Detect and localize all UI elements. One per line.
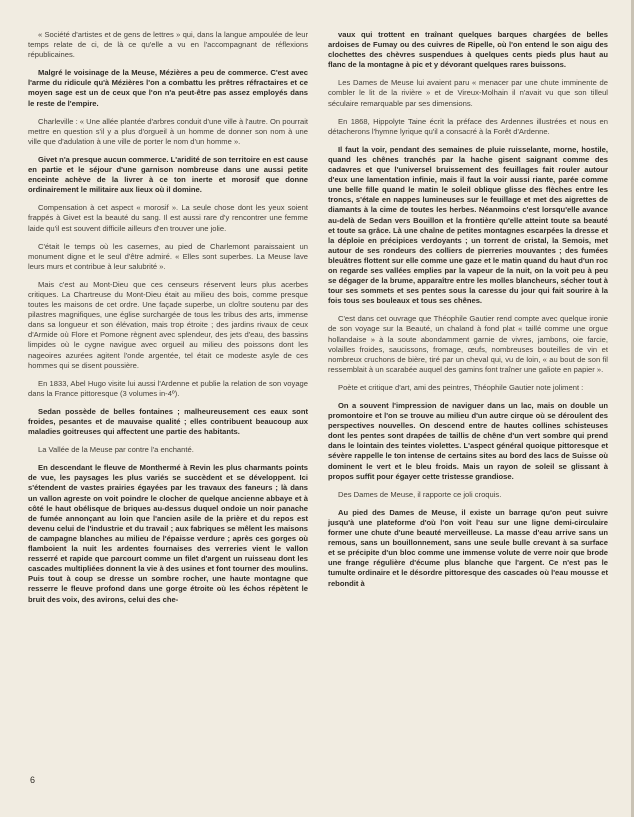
paragraph: Malgré le voisinage de la Meuse, Mézières a peu de commerce. C'est avec l'arme du ridicule qu'à Mézières l'on a combattu les prêtres réfractaires et ce moyen sage est un de ceux que l'on n'a peut-être pas assez employés dans le reste de l'empire. — [28, 68, 308, 108]
paragraph: La Vallée de la Meuse par contre l'a enchanté. — [38, 445, 194, 455]
paragraph: Il faut la voir, pendant des semaines de pluie ruisselante, morne, hostile, quand les chênes tranchés par la hache gisent saignant comme des cadavres et que l'universel bruissement des feuillages fait rouler autour d'eux une lamentation infinie, mais il faut la voir aussi riante, parée comme une belle fille quand le matin le soleil oblique glisse des flèches entre les troncs, s'étale en nappes lumineuses sur le feuillage et met des aigrettes de diamants à la cime de toutes les herbes. Néanmoins c'est lorsqu'elle avance au-delà de Sedan vers Bouillon et la frontière qu'elle atteint toute sa beauté et toute sa grâce. Là une chaîne de petites montagnes escarpées la dresse et la déploie en précipices verdoyants ; un torrent de cristal, la Semois, met autour de ses rondeurs des colliers de pierreries mouvantes ; des fumées bleuâtres flottent sur elle comme une gaze et le matin quand du haut d'un roc on regarde ses vallées emplies par la vapeur de la nuit, on la voit peu à peu se dégager de la brume, apparaître entre les molles blancheurs, sécher tout à tour ses sommets et ses pentes sous la caresse du jour qui fait sourire à la fois tous ses bouleaux et tous ses chênes. — [328, 144, 608, 306]
paragraph: Mais c'est au Mont-Dieu que ces censeurs réservent leurs plus acerbes critiques. La Chartreuse du Mont-Dieu était au milieu des bois, comme presque toutes les maisons de cet ordre. Une façade superbe, un cloître soutenu par des pilastres magnifiques, une église surchargée de tous les tribus des arts, immense dans sa longueur et son élévation, mais trop étroite ; des jardins rivaux de ceux d'Armide où Flore et Pomone règnent avec splendeur, des jets d'eau, des bassins limpides où le cygne navigue avec orgueil au milieu des poissons dont les nageoires azurées agitent l'onde argentée, tel était ce modeste asyle de ces hommes qui se disent poussière. — [28, 279, 308, 370]
paragraph: Sedan possède de belles fontaines ; malheureusement ces eaux sont froides, pesantes et de mauvaise qualité ; elles contribuent beaucoup aux maladies goitreuses qui affectent une partie des habitants. — [28, 406, 308, 437]
paragraph: C'est dans cet ouvrage que Théophile Gautier rend compte avec quelque ironie de son voyage sur la Beauté, un chaland à fond plat « taillé comme une orgue hollandaise » à la soute abondamment garnie de vivres, jambons, oie farcie, volailles froides, saucissons, fromage, œufs, nombreuses bouteilles de vin et nombreux cruchons de bière, tiré par un cheval qui, vu de loin, « au bout de son fil ressemblait à un scarabée auquel des gamins font traîner une galiote en papier ». — [328, 314, 608, 374]
right-column — [328, 30, 608, 613]
paragraph: On a souvent l'impression de naviguer dans un lac, mais on double un promontoire et l'on se trouve au milieu d'un autre cirque où se déroulent des perspectives nouvelles. On descend entre de hautes collines schisteuses dont les pentes sont drapées de taillis de chêne d'un vert sombre qui prend dans le lointain des teintes violettes. L'aspect général quoique pittoresque et sévère rappelle le ton intense de certains sites au bord des lacs de Suisse où dominent le vert et le bleu froids. Mais un rayon de soleil se glissant à propos suffit pour égayer cette tristesse grandiose. — [328, 401, 608, 481]
paragraph: Poète et critique d'art, ami des peintres, Théophile Gautier note joliment : — [338, 382, 584, 392]
paragraph: En 1833, Abel Hugo visite lui aussi l'Ardenne et publie la relation de son voyage dans la France pittoresque (3 volumes in-4º). — [28, 378, 308, 398]
page-number: 6 — [30, 775, 36, 785]
paragraph: En 1868, Hippolyte Taine écrit la préface des Ardennes illustrées et nous en détacherons l'hymne lyrique qu'il a consacré à la Forêt d'Ardenne. — [328, 116, 608, 136]
paragraph: En descendant le fleuve de Monthermé à Revin les plus charmants points de vue, les paysages les plus variés se succèdent et se développent. Ici s'étendent de vastes prairies égayées par les travaux des faneurs ; là dans un vallon agreste on voit poindre le clocher de quelque ancienne abbaye et à côté le haut obélisque de briques au-dessus duquel ondoie un noir panache de fumée annonçant au loin que l'ancien asile de la prière et du repos est devenu celui de l'industrie et du travail ; aux fabriques se mêlent les maisons de campagne blanches au milieu de l'épaisse verdure ; après ces gorges où flamboient la nuit les ardentes fournaises des verreries vient le vallon resserré et rapide que parcourt comme un filet d'argent un ruisseau dont les cascades multipliées donnent la vie à des usines et font tourner des moulins. Puis tout à coup se dresse un sombre rocher, une haute montagne que resserre le fleuve profond dans une gorge étroite où les échos répètent le bruit des voix, des avirons, celui des che- — [28, 463, 308, 604]
paragraph: Givet n'a presque aucun commerce. L'aridité de son territoire en est cause en partie et le séjour d'une garnison nombreuse dans une aussi petite enceinte achève de la livrer à ce ton inerte et morosif que donne ordinairement le militaire aux lieux où il domine. — [28, 154, 308, 195]
paragraph: C'était le temps où les casernes, au pied de Charlemont paraissaient un monument digne et le seul d'être admiré. « Elles sont superbes. La Meuse lave leurs murs et contribue à leur salubrité ». — [28, 241, 308, 271]
two-column-body — [28, 30, 608, 613]
paragraph: Charleville : « Une allée plantée d'arbres conduit d'une ville à l'autre. On pourrait mettre en question s'il y a plus d'orgueil à un homme de donner son nom à une ville que d'adulation à une ville de porter le nom d'un homme ». — [28, 116, 308, 146]
left-column — [28, 30, 308, 613]
paragraph: Compensation à cet aspect « morosif ». La seule chose dont les yeux soient frappés à Givet est la beauté du sang. Il est aussi rare d'y rencontrer une femme laide qu'il est souvent difficile ailleurs d'en trouver une jolie. — [28, 203, 308, 233]
paragraph: Des Dames de Meuse, il rapporte ce joli croquis. — [338, 489, 502, 499]
paragraph: « Société d'artistes et de gens de lettres » qui, dans la langue ampoulée de leur temps relate de ci, de là ce qu'elle a vu en l'accompagnant de réflexions républicaines. — [28, 30, 308, 60]
paragraph: Les Dames de Meuse lui avaient paru « menacer par une chute imminente de combler le lit de la rivière » et de Vireux-Molhain il n'avait vu que son tilleul séculaire remarquable par ses dimensions. — [328, 78, 608, 108]
paragraph: vaux qui trottent en traînant quelques barques chargées de belles ardoises de Fumay ou des cuivres de Ripelle, où l'on entend le son aigu des clochettes des chèvres suspendues à quelques cents pieds plus haut au flanc de la montagne à pic et y dévorant quelques rares buissons. — [328, 30, 608, 70]
paragraph: Au pied des Dames de Meuse, il existe un barrage qu'on peut suivre jusqu'à une plateforme d'où l'on voit l'eau sur une ligne demi-circulaire former une chute d'une beauté merveilleuse. La masse d'eau arrive sans un remous, sans un bouillonnement, sans une seule bulle crevant à sa surface et se précipite d'un bloc comme une immense volute de verre noir que brode une frange régulière d'écume plus blanche que l'argent. Ce n'est pas le tumulte ordinaire et le désordre pittoresque des cascades où l'eau mousse et rebondit à — [328, 507, 608, 588]
